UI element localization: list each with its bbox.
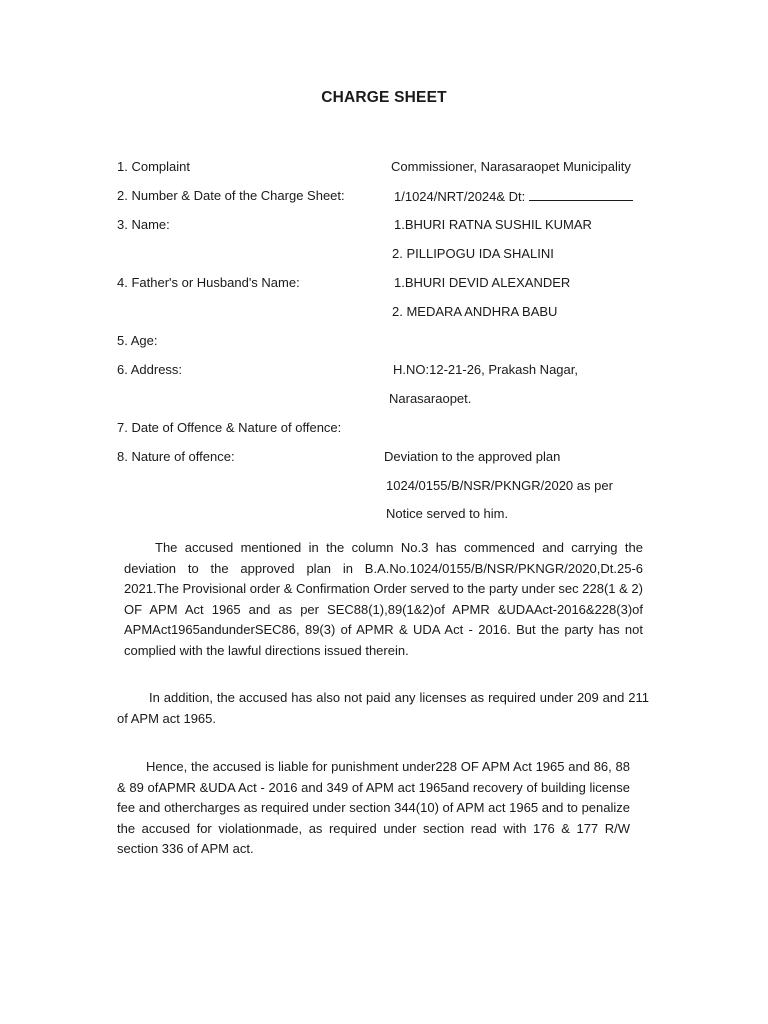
- address-value-1: H.NO:12-21-26, Prakash Nagar,: [393, 362, 578, 377]
- punishment-paragraph: Hence, the accused is liable for punishment under228 OF APM Act 1965 and 86, 88 & 89 ofAPMR &UDA Act - 2016 and 349 of APM act 1965and recovery of building license fee and othercharges as required under section 344(10) of APM act 1965 and to penalize the accused for violationmade, as required under section read with 176 & 177 R/W section 336 of APM act.: [117, 759, 630, 857]
- complaint-value: Commissioner, Narasaraopet Municipality: [391, 159, 631, 174]
- document-title: CHARGE SHEET: [321, 89, 447, 106]
- charge-sheet-number-label: 2. Number & Date of the Charge Sheet:: [117, 188, 345, 203]
- address-value-2: Narasaraopet.: [389, 391, 472, 406]
- date-blank-line: [529, 188, 633, 201]
- address-label: 6. Address:: [117, 362, 183, 377]
- charge-sheet-number-value: [394, 188, 633, 205]
- name-value-2: 2. PILLIPOGU IDA SHALINI: [392, 246, 554, 261]
- father-husband-value-1: 1.BHURI DEVID ALEXANDER: [394, 275, 571, 290]
- nature-of-offence-value-1: Deviation to the approved plan: [384, 449, 561, 464]
- license-paragraph: In addition, the accused has also not paid any licenses as required under 209 and 211 of APM act 1965.: [117, 690, 649, 726]
- complaint-label: 1. Complaint: [117, 159, 190, 174]
- name-label: 3. Name:: [117, 217, 170, 232]
- nature-of-offence-label: 8. Nature of offence:: [117, 449, 235, 464]
- father-husband-label: 4. Father's or Husband's Name:: [117, 275, 300, 290]
- nature-of-offence-value-3: Notice served to him.: [386, 506, 509, 521]
- charge-sheet-number-text: 1/1024/NRT/2024& Dt:: [394, 189, 526, 204]
- date-of-offence-label: 7. Date of Offence & Nature of offence:: [117, 420, 342, 435]
- accusation-paragraph: The accused mentioned in the column No.3 has commenced and carrying the deviation to the approved plan in B.A.No.1024/0155/B/NSR/PKNGR/2020,Dt.25-6 2021.The Provisional order & Confirmation Order served to the party under sec 228(1 & 2) OF APM Act 1965 and as per SEC88(1),89(1&2)of APMR &UDAAct-2016&228(3)of APMAct1965andunderSEC86, 89(3) of APMR & UDA Act - 2016. But the party has not complied with the lawful directions issued therein.: [124, 540, 643, 658]
- father-husband-value-2: 2. MEDARA ANDHRA BABU: [392, 304, 558, 319]
- age-label: 5. Age:: [117, 333, 158, 348]
- nature-of-offence-value-2: 1024/0155/B/NSR/PKNGR/2020 as per: [386, 478, 613, 493]
- name-value-1: 1.BHURI RATNA SUSHIL KUMAR: [394, 217, 592, 232]
